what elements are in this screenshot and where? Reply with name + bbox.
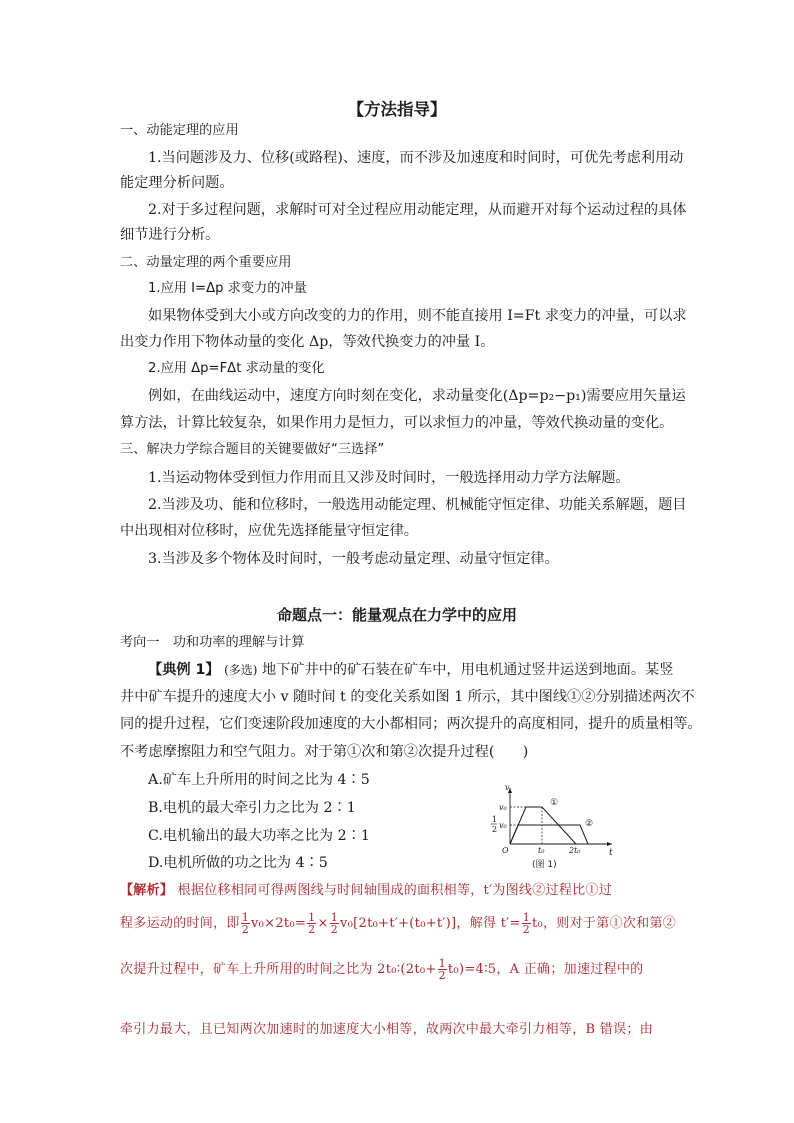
paragraph: 1.当运动物体受到恒力作用而且又涉及时间时，一般选择用动力学方法解题。 xyxy=(148,470,630,486)
section-heading-2: 二、动量定理的两个重要应用 xyxy=(120,255,292,270)
section-heading-1: 一、动能定理的应用 xyxy=(120,123,239,138)
fraction: $\frac{1}{2}$ xyxy=(522,911,531,936)
paragraph: 如果物体受到大小或方向改变的力的作用，则不能直接用 I=Ft 求变力的冲量，可以求 xyxy=(148,308,687,324)
sub-heading: 1.应用 I=Δp 求变力的冲量 xyxy=(148,281,307,296)
analysis-text: 次提升过程中，矿车上升所用的时间之比为 2t₀∶(2t₀+ xyxy=(120,962,437,977)
fraction: $\frac{1}{2}$ xyxy=(438,957,446,982)
velocity-time-figure xyxy=(488,780,618,872)
figure-caption: (图 1) xyxy=(532,860,557,870)
analysis-text: 根据位移相同可得两图线与时间轴围成的面积相等，t′为图线②过程比①过 xyxy=(177,883,613,898)
analysis-label: 【解析】 xyxy=(120,883,174,898)
analysis-text: 程多运动的时间，即 xyxy=(120,916,240,931)
page-title: 【方法指导】 xyxy=(347,100,447,119)
section-heading-3: 三、解决力学综合题目的关键要做好“三选择” xyxy=(120,442,385,457)
option-b: B.电机的最大牵引力之比为 2∶1 xyxy=(148,800,356,816)
section-subtitle: 命题点一：能量观点在力学中的应用 xyxy=(276,606,517,624)
tick-half-den: 2 xyxy=(492,825,498,834)
tick-v0: v₀ xyxy=(499,803,507,812)
curve-2 xyxy=(510,825,588,844)
x-axis-arrow-icon xyxy=(607,842,612,846)
option-c: C.电机输出的最大功率之比为 2∶1 xyxy=(148,828,370,844)
analysis-text: v₀×2t₀= xyxy=(251,916,307,931)
tick-half-num: 1 xyxy=(492,815,498,824)
tick-t0: t₀ xyxy=(538,846,545,855)
example-line xyxy=(148,660,673,680)
paragraph: 2.对于多过程问题，求解时可对全过程应用动能定理，从而避开对每个运动过程的具体 xyxy=(148,202,687,218)
tick-half-v0: v₀ xyxy=(499,821,507,830)
analysis-line xyxy=(120,956,643,984)
curve-2-label: ② xyxy=(585,819,594,829)
paragraph: 中出现相对位移时，应优先选择能量守恒定律。 xyxy=(120,523,418,539)
x-axis-label: t xyxy=(609,848,613,858)
paragraph: 能定理分析问题。 xyxy=(120,175,234,191)
analysis-line: 牵引力最大，且已知两次加速时的加速度大小相等，故两次中最大牵引力相等，B 错误；由 xyxy=(120,1022,653,1037)
option-a: A.矿车上升所用的时间之比为 4∶5 xyxy=(148,772,370,788)
y-axis-label: v xyxy=(505,783,510,792)
curve-1-label: ① xyxy=(550,798,559,808)
tick-2t0: 2t₀ xyxy=(569,846,581,855)
paragraph: 例如，在曲线运动中，速度方向时刻在变化，求动量变化(Δp=p₂−p₁)需要应用矢量运 xyxy=(148,388,686,404)
example-line: 不考虑摩擦阻力和空气阻力。对于第①次和第②次提升过程( ) xyxy=(120,744,529,760)
example-line: 同的提升过程，它们变速阶段加速度的大小都相同；两次提升的高度相同，提升的质量相等。 xyxy=(120,716,702,732)
analysis-line xyxy=(120,910,676,938)
paragraph: 细节进行分析。 xyxy=(120,227,220,243)
analysis-text: t₀，则对于第①次和第② xyxy=(532,916,677,931)
kaoxiang-heading: 考向一 功和功率的理解与计算 xyxy=(120,635,305,650)
example-line: 井中矿车提升的速度大小 v 随时间 t 的变化关系如图 1 所示，其中图线①②分别描述两次不 xyxy=(120,689,695,705)
analysis-text: × xyxy=(317,916,329,931)
analysis-text: v₀[2t₀+t′+(t₀+t′)]，解得 t′= xyxy=(340,916,521,931)
paragraph: 1.当问题涉及力、位移(或路程)、速度，而不涉及加速度和时间时，可优先考虑利用动 xyxy=(148,150,684,166)
fraction: $\frac{1}{2}$ xyxy=(241,911,250,936)
sub-heading: 2.应用 Δp=FΔt 求动量的变化 xyxy=(148,361,325,376)
fraction: $\frac{1}{2}$ xyxy=(330,911,338,936)
analysis-text: t₀)=4∶5，A 正确；加速过程中的 xyxy=(447,962,644,977)
paragraph: 算方法，计算比较复杂，如果作用力是恒力，可以求恒力的冲量，等效代换动量的变化。 xyxy=(120,415,674,431)
example-text: 地下矿井中的矿石装在矿车中，用电机通过竖井运送到地面。某竖 xyxy=(261,662,674,678)
fraction: $\frac{1}{2}$ xyxy=(308,911,316,936)
analysis-line xyxy=(120,881,612,901)
paragraph: 2.当涉及功、能和位移时，一般选用动能定理、机械能守恒定律、功能关系解题，题目 xyxy=(148,497,687,513)
paragraph: 出变力作用下物体动量的变化 Δp，等效代换变力的冲量 I。 xyxy=(120,334,495,350)
origin-label: O xyxy=(502,846,509,855)
example-tag: (多选) xyxy=(224,663,258,677)
example-label: 【典例 1】 xyxy=(148,662,220,678)
paragraph: 3.当涉及多个物体及时间时，一般考虑动量定理、动量守恒定律。 xyxy=(148,551,559,567)
option-d: D.电机所做的功之比为 4∶5 xyxy=(148,855,328,871)
